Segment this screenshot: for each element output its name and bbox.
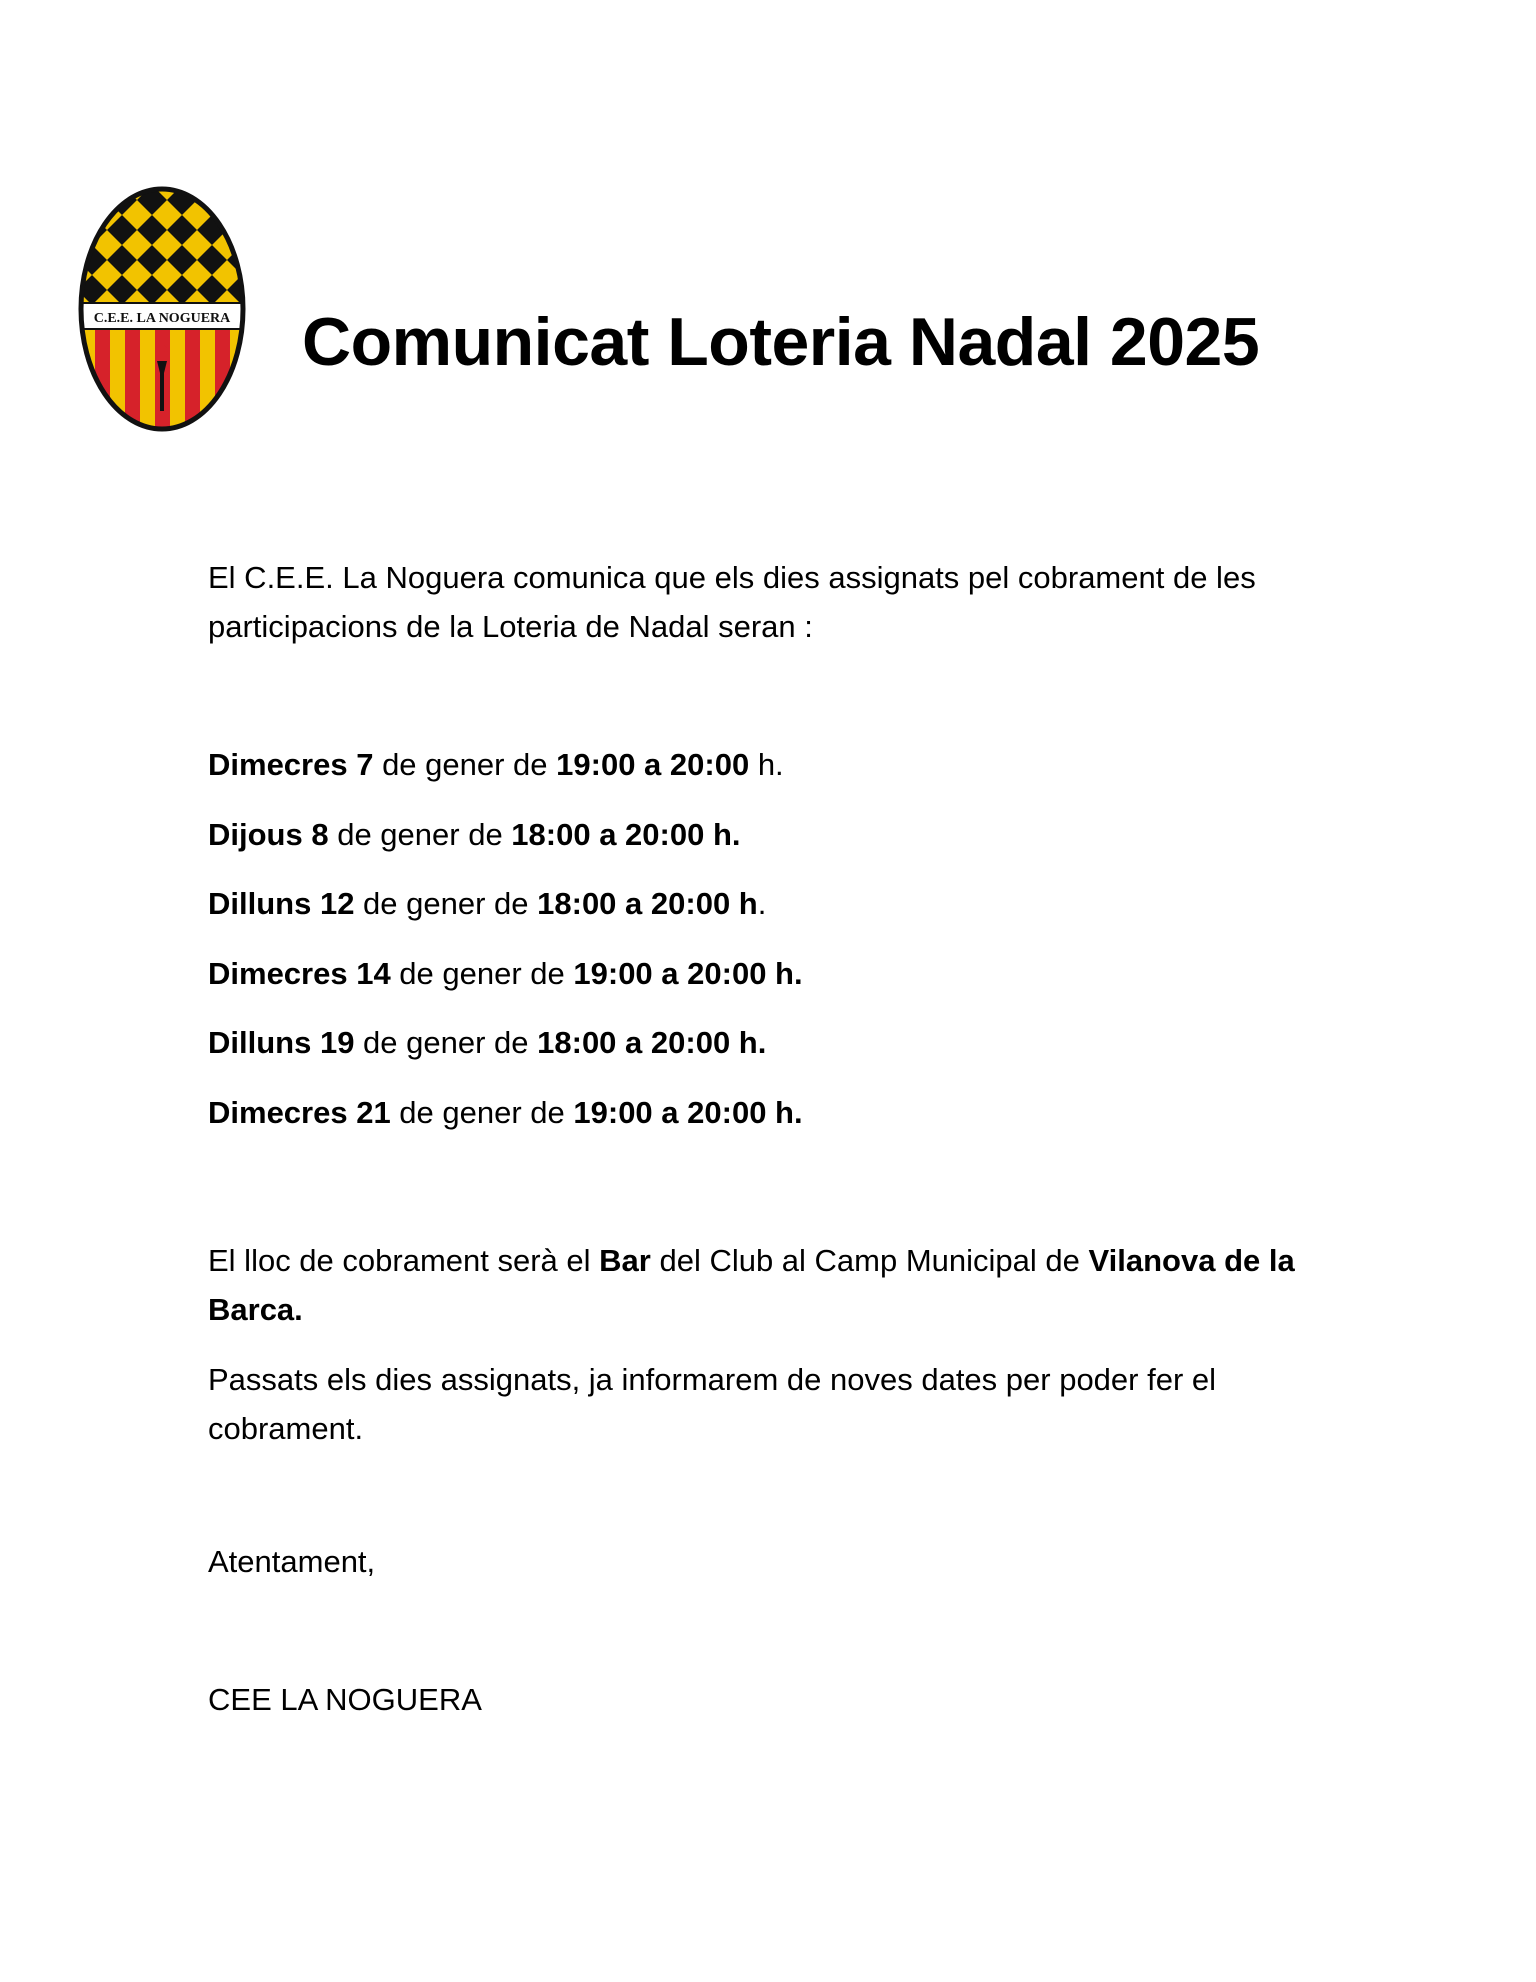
- schedule-row: [208, 1088, 1338, 1158]
- intro-paragraph: El C.E.E. La Noguera comunica que els dies assignats pel cobrament de les participacions de la Loteria de Nadal seran :: [208, 560, 1256, 644]
- schedule-day: Dilluns 12: [208, 886, 355, 921]
- schedule-time: 18:00 a 20:00 h: [537, 886, 758, 921]
- signature-text: CEE LA NOGUERA: [208, 1682, 482, 1717]
- schedule-time: 19:00 a 20:00: [556, 747, 750, 782]
- schedule-day: Dimecres 21: [208, 1094, 391, 1130]
- schedule-day: Dijous 8: [208, 816, 329, 852]
- schedule-mid: de gener de: [390, 955, 574, 991]
- schedule-row: [208, 810, 1338, 880]
- schedule-end: .: [757, 886, 767, 921]
- svg-text:C.E.E. LA NOGUERA: C.E.E. LA NOGUERA: [93, 311, 231, 326]
- schedule-list: [208, 740, 1338, 1157]
- schedule-day: Dimecres 7: [208, 747, 374, 782]
- club-crest-logo: [77, 185, 247, 433]
- schedule-row: [208, 879, 1338, 949]
- schedule-mid: de gener de: [390, 1094, 574, 1130]
- schedule-row: [208, 949, 1338, 1019]
- schedule-day: Dimecres 14: [208, 955, 391, 991]
- schedule-time: 18:00 a 20:00 h.: [511, 816, 741, 852]
- schedule-time: 19:00 a 20:00 h.: [573, 955, 803, 991]
- schedule-mid: de gener de: [328, 816, 512, 852]
- schedule-mid: de gener de: [354, 1025, 538, 1060]
- schedule-end: h.: [749, 747, 784, 782]
- schedule-time: 19:00 a 20:00 h.: [573, 1094, 803, 1130]
- schedule-mid: de gener de: [373, 747, 557, 782]
- schedule-mid: de gener de: [354, 886, 538, 921]
- page-title: Comunicat Loteria Nadal 2025: [302, 304, 1260, 380]
- payment-place-paragraph: [208, 1236, 1338, 1334]
- place-bar: Bar: [599, 1243, 651, 1278]
- schedule-row: [208, 1018, 1338, 1088]
- closing-text: Atentament,: [208, 1544, 376, 1579]
- place-text-2: del Club al Camp Municipal de: [650, 1243, 1089, 1278]
- schedule-row: [208, 740, 1338, 810]
- followup-paragraph: Passats els dies assignats, ja informarem de noves dates per poder fer el cobrament.: [208, 1362, 1217, 1446]
- place-town: Vilanova de la Barca.: [208, 1243, 1295, 1327]
- place-text-1: El lloc de cobrament serà el: [208, 1243, 600, 1278]
- schedule-time: 18:00 a 20:00 h.: [537, 1025, 767, 1060]
- schedule-day: Dilluns 19: [208, 1025, 355, 1060]
